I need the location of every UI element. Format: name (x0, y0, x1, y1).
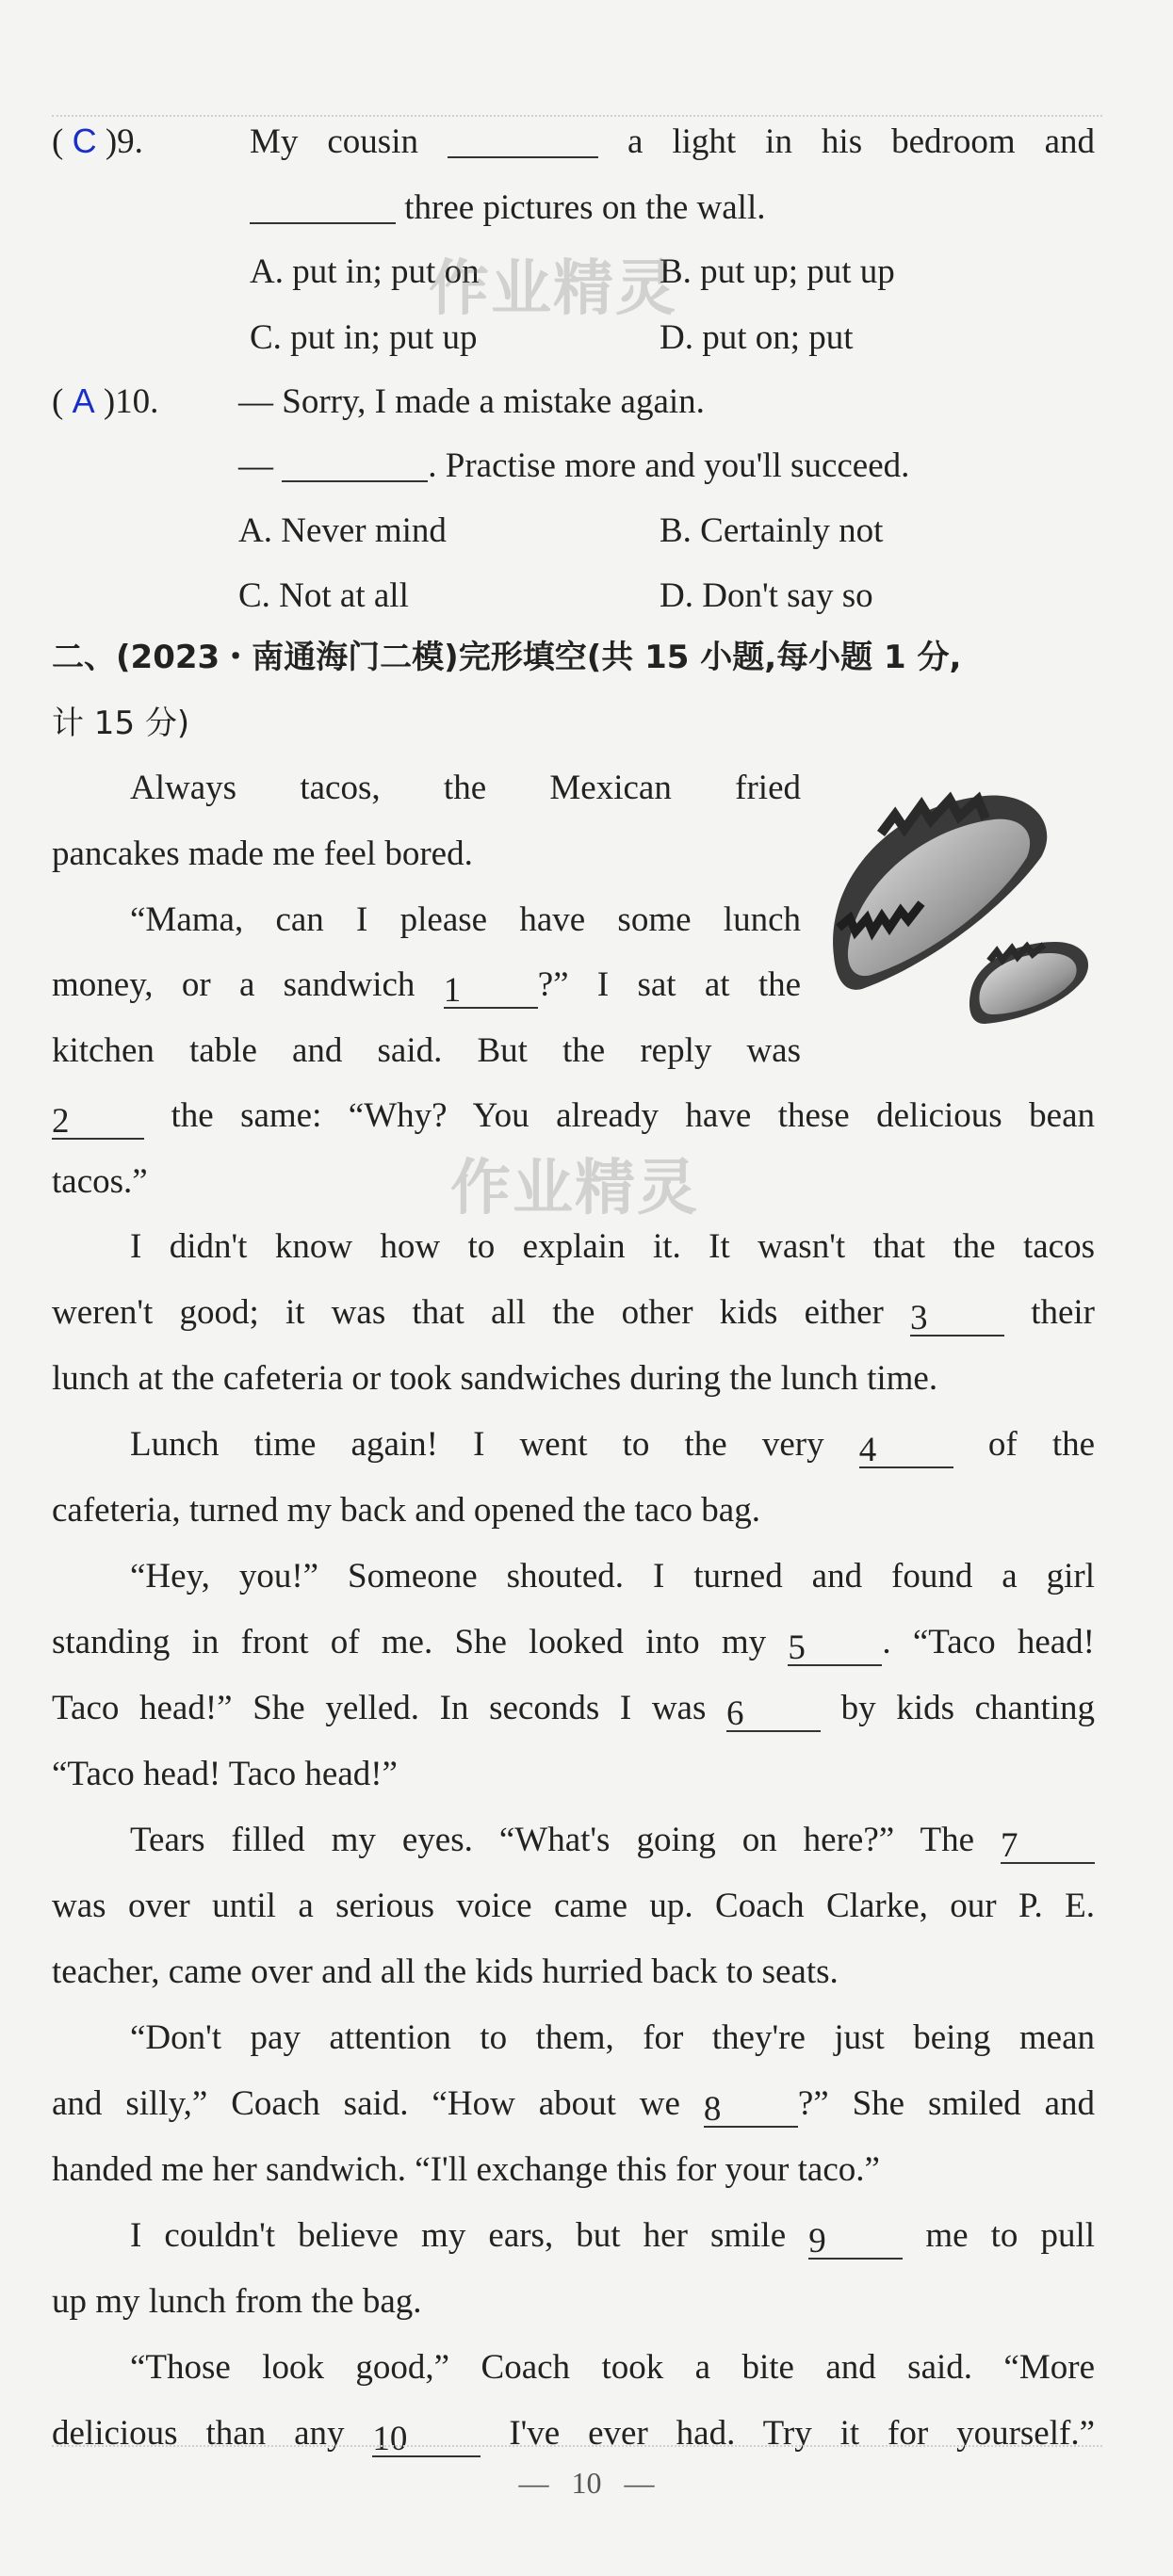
q9-option-d: D. put on; put (660, 318, 854, 357)
q10-answer: A (72, 381, 95, 420)
q10-blank (282, 448, 428, 482)
q9-number: 9. (117, 122, 143, 161)
blank-8: 8 (704, 2094, 798, 2128)
page-footer: — 10 — (518, 2466, 655, 2500)
passage-line: Always tacos, the Mexican fried (130, 769, 801, 807)
top-divider (52, 115, 1102, 117)
passage-line: and silly,” Coach said. “How about we 8 ?” She smiled and (52, 2084, 1096, 2129)
section-heading: 二、(2023・南通海门二模)完形填空(共 15 小题,每小题 1 分, (52, 639, 962, 676)
q9-answer: C (72, 122, 97, 160)
q10-option-a: A. Never mind (238, 511, 447, 550)
passage-line: Taco head!” She yelled. In seconds I was 6 by kids chanting (52, 1689, 1096, 1733)
bottom-divider (52, 2445, 1102, 2447)
passage-line: lunch at the cafeteria or took sandwiches during the lunch time. (52, 1359, 938, 1398)
page-number: 10 (571, 2466, 602, 2500)
passage-line: weren't good; it was that all the other kids either 3 their (52, 1293, 1095, 1337)
q9-line2: three pictures on the wall. (250, 190, 765, 225)
q10-prompt: — Sorry, I made a mistake again. (238, 382, 705, 421)
section-heading-cont: 计 15 分) (52, 705, 190, 742)
blank-1: 1 (444, 975, 538, 1009)
blank-9: 9 (808, 2226, 903, 2260)
passage-line: “Taco head! Taco head!” (52, 1755, 398, 1793)
passage-line: “Those look good,” Coach took a bite and said. “More (130, 2348, 1095, 2387)
q10-answer-paren: ( A )10. (52, 381, 159, 421)
passage-line: I couldn't believe my ears, but her smile 9 me to pull (130, 2216, 1096, 2260)
q9-blank-2 (250, 190, 396, 224)
q9-answer-paren: ( C )9. (52, 122, 143, 161)
blank-4: 4 (859, 1434, 953, 1468)
passage-line: teacher, came over and all the kids hurried back to seats. (52, 1952, 839, 1991)
passage-line: I didn't know how to explain it. It wasn't that the tacos (130, 1227, 1095, 1266)
passage-line: money, or a sandwich 1 ?” I sat at the (52, 965, 802, 1010)
blank-10: 10 (372, 2423, 481, 2457)
q10-option-b: B. Certainly not (660, 511, 884, 550)
q9-option-c: C. put in; put up (250, 318, 478, 357)
blank-5: 5 (788, 1632, 882, 1666)
passage-line: Lunch time again! I went to the very 4 of the (130, 1425, 1096, 1469)
passage-line: cafeteria, turned my back and opened the taco bag. (52, 1491, 760, 1530)
passage-line: Tears filled my eyes. “What's going on here?” The 7 (130, 1823, 1095, 1864)
q10-option-d: D. Don't say so (660, 576, 873, 615)
q9-line1: My cousin a light in his bedroom and (250, 122, 1096, 161)
passage-line: up my lunch from the bag. (52, 2282, 422, 2321)
passage-line: delicious than any 10 I've ever had. Try it for yourself.” (52, 2414, 1096, 2458)
taco-illustration-icon (815, 768, 1098, 1041)
q10-number: 10. (115, 382, 159, 421)
passage-line: pancakes made me feel bored. (52, 834, 473, 873)
q9-option-b: B. put up; put up (660, 252, 895, 291)
passage-line: “Hey, you!” Someone shouted. I turned and found a girl (130, 1557, 1095, 1596)
q10-option-c: C. Not at all (238, 576, 409, 615)
passage-line: was over until a serious voice came up. Coach Clarke, our P. E. (52, 1887, 1095, 1925)
passage-line: tacos.” (52, 1162, 148, 1201)
passage-line: “Mama, can I please have some lunch (130, 900, 801, 939)
passage-line: kitchen table and said. But the reply was (52, 1031, 801, 1070)
q10-reply: — . Practise more and you'll succeed. (238, 446, 910, 485)
blank-2: 2 (52, 1106, 144, 1140)
passage-line: “Don't pay attention to them, for they're just being mean (130, 2018, 1095, 2057)
passage-line: 2 the same: “Why? You already have these delicious bean (52, 1096, 1095, 1141)
blank-7: 7 (1001, 1830, 1095, 1864)
blank-6: 6 (726, 1698, 821, 1732)
passage-line: handed me her sandwich. “I'll exchange this for your taco.” (52, 2150, 880, 2189)
q9-option-a: A. put in; put on (250, 252, 480, 291)
watermark-logo: 作业精灵 (450, 1154, 699, 1223)
q9-blank-1 (448, 124, 598, 158)
blank-3: 3 (910, 1303, 1004, 1337)
watermark-logo: 作业精灵 (429, 254, 677, 324)
passage-line: standing in front of me. She looked into my 5 . “Taco head! (52, 1623, 1095, 1667)
